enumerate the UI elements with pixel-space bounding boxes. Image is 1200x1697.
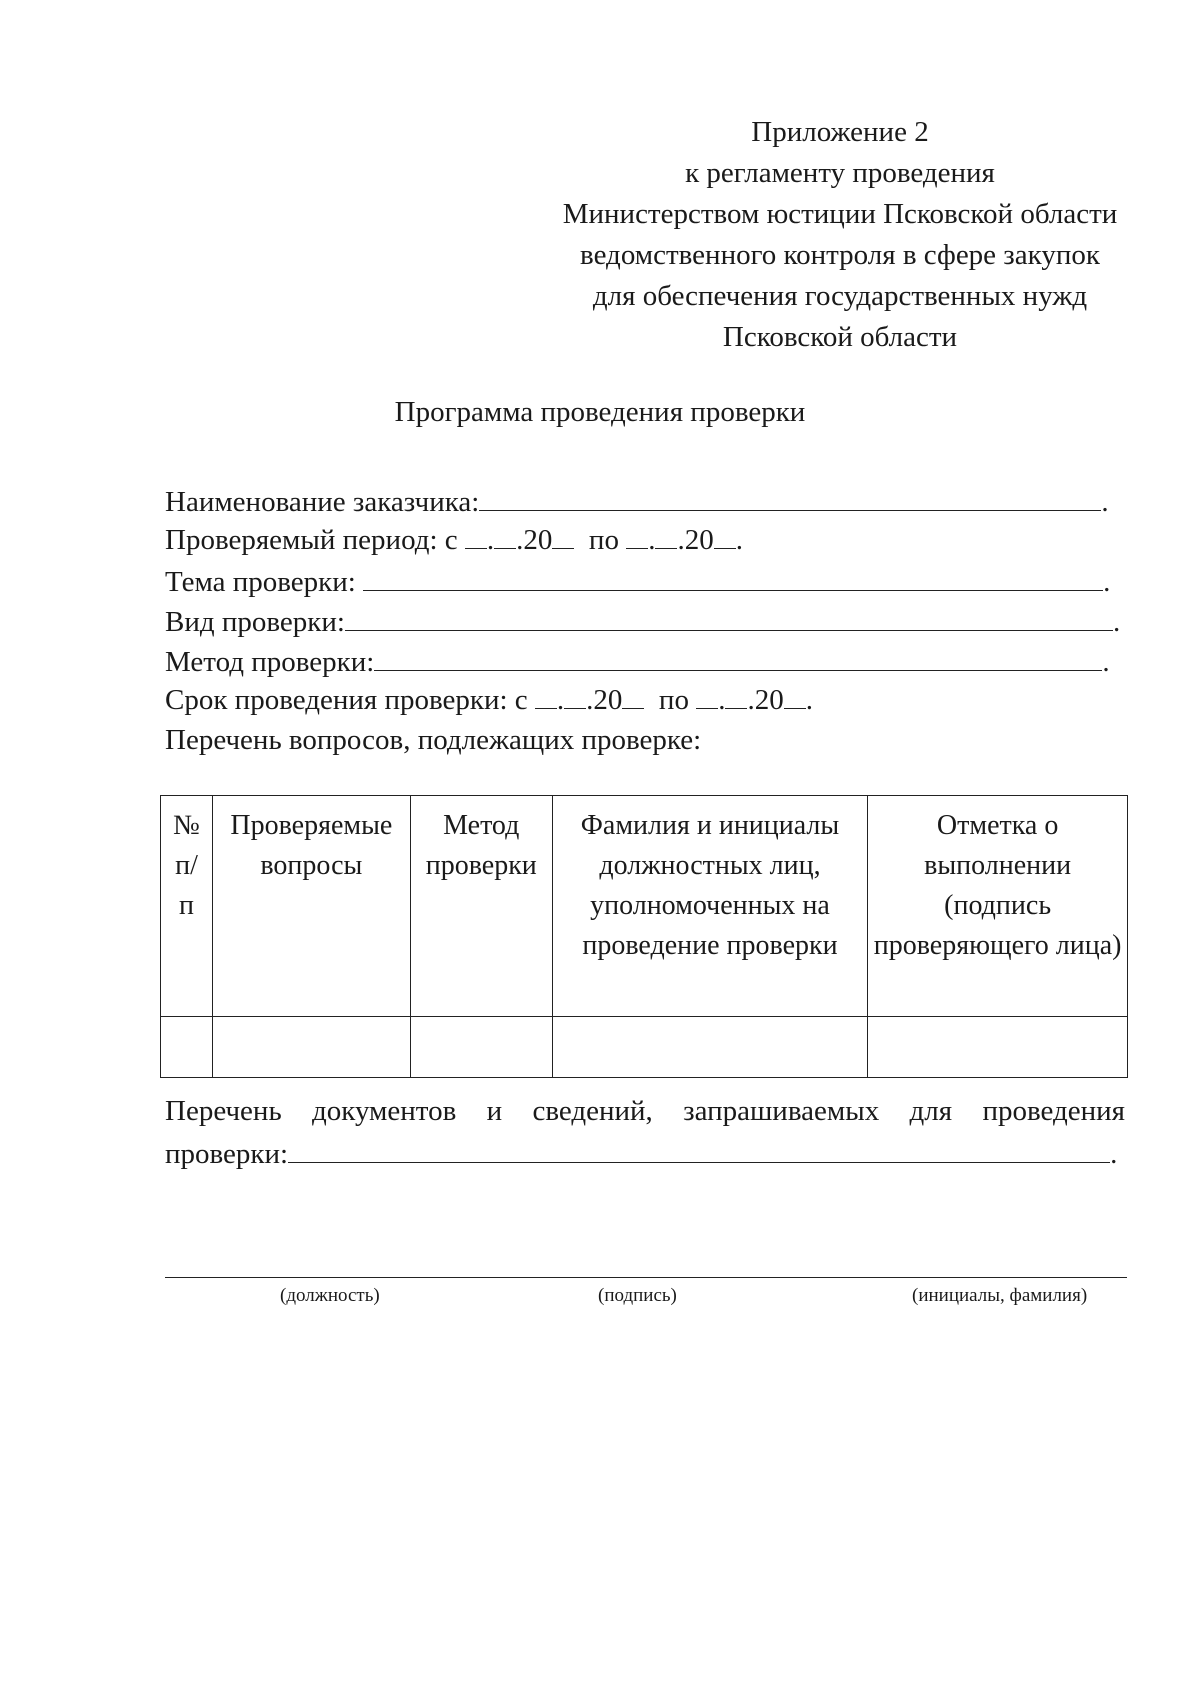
appendix-line: к регламенту проведения [685,157,995,189]
table-cell[interactable] [212,1017,410,1078]
appendix-line: Приложение 2 [751,116,929,148]
customer-blank[interactable] [479,480,1101,511]
term-field: Срок проведения проверки: с . .20 по . .20 . [165,680,1125,720]
name-caption: (инициалы, фамилия) [912,1285,1088,1306]
document-title: Программа проведения проверки [394,396,806,428]
table-cell[interactable] [161,1017,213,1078]
topic-blank[interactable] [363,560,1103,591]
method-label: Метод проверки: [165,646,375,678]
header-officials: Фамилия и инициалы должностных лиц, уполномоченных на проведение проверки [552,796,868,1017]
topic-label: Тема проверки: [165,566,356,598]
header-completion-mark: Отметка о выполнении (подпись проверяющего лица) [868,796,1128,1017]
period-field: Проверяемый период: с . .20 по . .20 . [165,520,1125,560]
documents-field: проверки: . [165,1132,1125,1175]
form-fields [165,480,1125,760]
table-cell[interactable] [868,1017,1128,1078]
customer-label: Наименование заказчика: [165,486,480,518]
type-label: Вид проверки: [165,606,345,638]
position-caption: (должность) [280,1285,380,1306]
signature-line[interactable] [165,1277,1127,1278]
type-blank[interactable] [345,600,1113,631]
table-header-row [161,796,1128,1017]
appendix-line: для обеспечения государственных нужд [592,280,1088,312]
topic-field: Тема проверки: . [165,560,1125,600]
documents-label-end: проверки: [165,1138,289,1170]
customer-field: Наименование заказчика: . [165,480,1125,520]
type-field: Вид проверки: . [165,600,1125,640]
period-to-label: по [588,524,619,556]
header-method: Метод проверки [410,796,552,1017]
table-row [161,1017,1128,1078]
questions-table [160,795,1128,1078]
header-questions: Проверяемые вопросы [212,796,410,1017]
table-cell[interactable] [410,1017,552,1078]
method-blank[interactable] [374,640,1102,671]
term-label: Срок проведения проверки: с [165,684,528,716]
documents-blank[interactable] [288,1132,1110,1163]
documents-block [165,1090,1125,1175]
period-label: Проверяемый период: с [165,524,458,556]
appendix-line: Министерством юстиции Псковской области [562,198,1118,230]
documents-label: Перечень документов и сведений, запрашиваемых для проведения [165,1095,1125,1127]
term-to-label: по [658,684,689,716]
signature-caption: (подпись) [598,1285,677,1306]
appendix-block [530,112,1150,358]
table-cell[interactable] [552,1017,868,1078]
questions-label: Перечень вопросов, подлежащих проверке: [165,724,702,756]
appendix-line: ведомственного контроля в сфере закупок [580,239,1100,271]
method-field: Метод проверки: . [165,640,1125,680]
header-number: № п/ п [161,796,213,1017]
appendix-line: Псковской области [722,321,958,353]
